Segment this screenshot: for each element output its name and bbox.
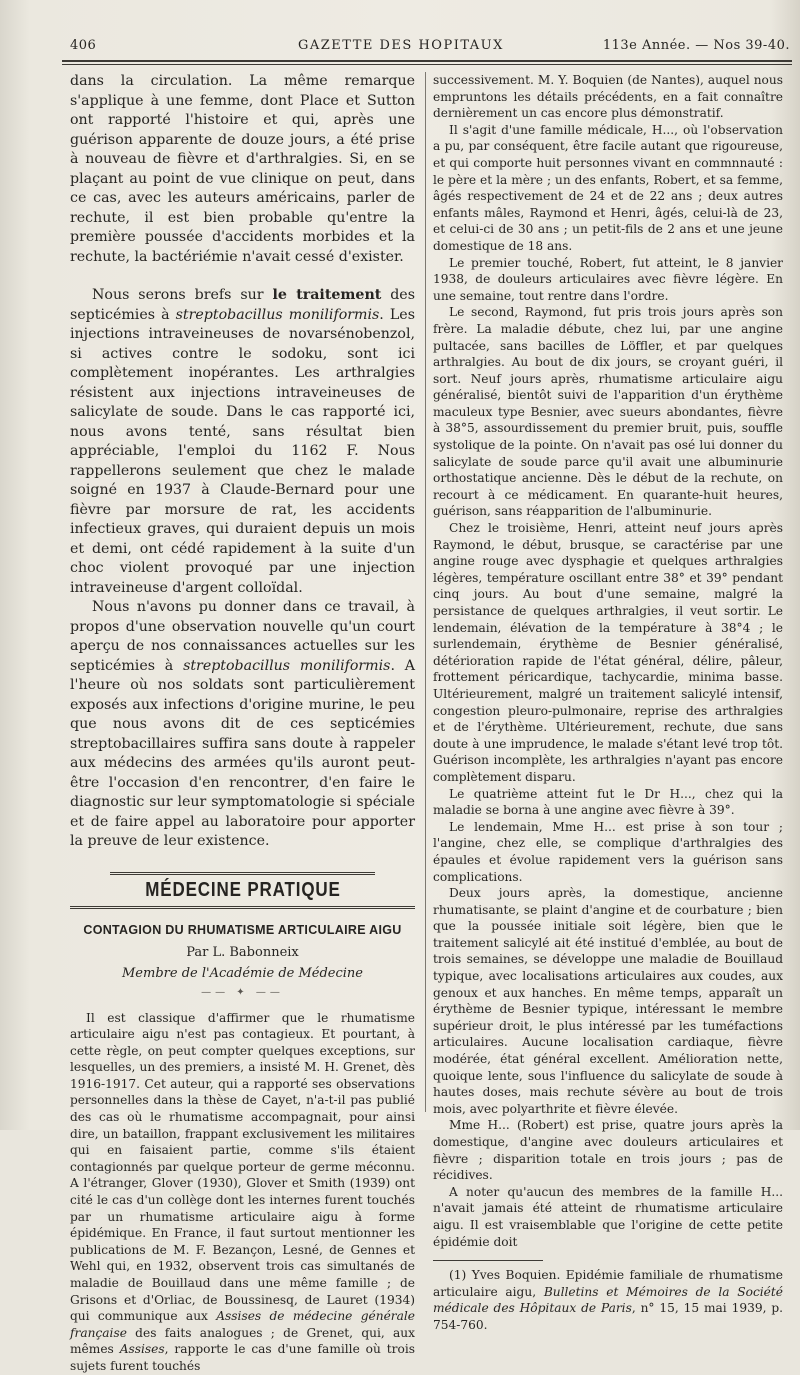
paragraph: Nous serons brefs sur le traitement des septicémies à streptobacillus moniliformis. Les injections intraveineuses de novarsénobenzol, si actives contre le sodoku, sont ici complètement inopérantes. Les arthralgies résistent aux injections intraveineuses de salicylate de soude. Dans le cas rapporté ici, nous avons tenté, sans résultat bien appréciable, l'emploi du 1162 F. Nous rappellerons seulement que chez le malade soigné en 1937 à Claude-Bernard pour une fièvre par morsure de rat, les accidents infectieux graves, qui duraient depuis un mois et demi, ont cédé rapidement à la suite d'un choc violent provoqué par une injection intraveineuse d'argent colloïdal. (70, 287, 415, 596)
paragraph: Deux jours après, la domestique, ancienne rhumatisante, se plaint d'angine et de courbature ; bien que la poussée initiale soit légère, bien que le traitement salicylé ait été institué d'emblée, au bout de trois semaines, se développe une maladie de Bouillaud typique, avec localisations articulaires aux coudes, aux genoux et aux hanches. En même temps, apparaît un érythème de Besnier typique, intéressant le membre supérieur droit, le plus intéressé par les tuméfactions articulaires. Aucune localisation cardiaque, fièvre modérée, état général excellent. Amélioration nette, quoique lente, sous l'influence du salicylate de soude à hautes doses, mais rechute sévère au bout de trois mois, avec polyarthrite et fièvre élevée. (433, 886, 783, 1116)
paragraph: A noter qu'aucun des membres de la famille H... n'avait jamais été atteint de rhumatisme articulaire aigu. Il est vraisemblable que l'origine de cette petite épidémie doit (433, 1184, 783, 1249)
page-number: 406 (70, 38, 97, 53)
byline: Par L. Babonneix (186, 944, 299, 960)
section-title: MÉDECINE PRATIQUE (144, 878, 341, 901)
running-header (70, 34, 790, 58)
column-divider (425, 72, 426, 1112)
section-banner (70, 872, 415, 909)
italic-phrase: streptobacillus moniliformis (183, 657, 391, 674)
right-column (433, 72, 783, 1334)
issue-info: 113e Année. — Nos 39-40. (602, 38, 790, 53)
paragraph: Le second, Raymond, fut pris trois jours après son frère. La maladie débute, chez lui, par une angine pultacée, sans bacilles de Löffler, et par quelques arthralgies. Au bout de dix jours, se croyant guéri, il sort. Neuf jours après, rhumatisme articulaire aigu généralisé, bientôt suivi de l'apparition d'un érythème maculeux type Besnier, avec sueurs abondantes, fièvre à 38°5, assourdissement du premier bruit, puis, souffle systolique de la pointe. On n'avait pas osé lui donner du salicylate de soude parce qu'il avait une albuminurie orthostatique ancienne. Dès le début de la rechute, on recourt à ce médicament. En quarante-huit heures, guérison, sans réapparition de l'albuminurie. (433, 305, 783, 519)
paragraph: successivement. M. Y. Boquien (de Nantes), auquel nous empruntons les détails précédents, en a fait connaître dernièrement un cas encore plus démonstratif. (433, 73, 783, 121)
paragraph: Nous n'avons pu donner dans ce travail, à propos d'une observation nouvelle qu'un court aperçu de nos connaissances actuelles sur les septicémies à streptobacillus moniliformis. A l'heure où nos soldats sont particulièrement exposés aux infections d'origine murine, le peu que nous avons dit de ces septicémies streptobacillaires suffira sans doute à rappeler aux médecins des armées qu'ils auront peut-être l'occasion d'en rencontrer, d'en faire le diagnostic sur leur symptomatologie si spéciale et de faire appel au laboratoire pour apporter la preuve de leur existence. (70, 599, 415, 849)
header-rule-thin (62, 64, 792, 65)
left-column (70, 72, 415, 1375)
affiliation: Membre de l'Académie de Médecine (122, 965, 363, 981)
paragraph: Mme H... (Robert) est prise, quatre jours après la domestique, d'angine avec douleurs articulaires et fièvre ; disparition totale en trois jours ; pas de récidives. (433, 1118, 783, 1183)
footnote: (1) Yves Boquien. Epidémie familiale de rhumatisme articulaire aigu, Bulletins et Mémoires de la Société médicale des Hôpitaux de Paris, n° 15, 15 mai 1939, p. 754-760. (433, 1268, 783, 1332)
italic-phrase: streptobacillus moniliformis (175, 306, 380, 323)
paragraph: Chez le troisième, Henri, atteint neuf jours après Raymond, le début, brusque, se caractérise par une angine rouge avec dysphagie et quelques arthralgies légères, température oscillant entre 38° et 39° pendant cinq jours. Au bout d'une semaine, malgré la persistance de quelques arthralgies, il veut sortir. Le lendemain, élévation de la température à 38°4 ; le surlendemain, érythème de Besnier généralisé, détérioration rapide de l'état général, délire, pâleur, frottement péricardique, tachycardie, minima basse. Ultérieurement, malgré un traitement salicylé intensif, congestion pleuro-pulmonaire, reprise des arthralgies et de l'érythème. Ultérieurement, rechute, due sans doute à une imprudence, le malade s'étant levé trop tôt. Guérison incomplète, les arthralgies n'ayant pas encore complètement disparu. (433, 521, 783, 784)
article-title: CONTAGION DU RHUMATISME ARTICULAIRE AIGU (83, 922, 402, 937)
paragraph: Le quatrième atteint fut le Dr H..., chez qui la maladie se borna à une angine avec fièvre à 39°. (433, 786, 783, 818)
bold-phrase: le traitement (272, 287, 382, 303)
paragraph: Le premier touché, Robert, fut atteint, le 8 janvier 1938, de douleurs articulaires avec fièvre légère. En une semaine, tout rentre dans l'ordre. (433, 255, 783, 303)
paragraph: dans la circulation. La même remarque s'applique à une femme, dont Place et Sutton ont rapporté l'histoire et qui, après une guérison apparente de douze jours, a été prise à nouveau de fièvre et d'arthralgies. Si, en se plaçant au point de vue clinique on peut, dans ce cas, avec les auteurs américains, parler de rechute, il est bien probable qu'entre la première poussée d'accidents morbides et la rechute, la bactériémie n'avait cessé d'exister. (70, 73, 415, 265)
ornament-divider: —— ✦ —— (201, 986, 284, 998)
paragraph: Le lendemain, Mme H... est prise à son tour ; l'angine, chez elle, se complique d'arthralgies des épaules et évolue rapidement vers la guérison sans complications. (433, 819, 783, 884)
journal-title: GAZETTE DES HOPITAUX (298, 38, 504, 53)
header-rule (62, 60, 792, 62)
footnote-rule (433, 1260, 543, 1261)
paragraph: Il s'agit d'une famille médicale, H..., où l'observation a pu, par conséquent, être facile autant que rigoureuse, et qui comporte huit personnes vivant en commnnauté : le père et la mère ; un des enfants, Robert, et sa femme, âgés respectivement de 24 et de 22 ans ; deux autres enfants mâles, Raymond et Henri, âgés, celui-là de 23, et celui-ci de 30 ans ; un petit-fils de 2 ans et une jeune domestique de 18 ans. (433, 122, 783, 253)
paragraph: Il est classique d'affirmer que le rhumatisme articulaire aigu n'est pas contagieux. Et pourtant, à cette règle, on peut compter quelques exceptions, sur lesquelles, un des premiers, a insisté M. H. Grenet, dès 1916-1917. Cet auteur, qui a rapporté ses observations personnelles dans la thèse de Cayet, n'a-t-il pas publié des cas où le rhumatisme accompagnait, pour ainsi dire, un bataillon, frappant exclusivement les militaires qui en faisaient partie, comme s'ils étaient contagionnés par quelque porteur de germe méconnu. A l'étranger, Glover (1930), Glover et Smith (1939) ont cité le cas d'un collège dont les internes furent touchés par un rhumatisme articulaire aigu à forme épidémique. En France, il faut surtout mentionner les publications de M. F. Bezançon, Lesné, de Gennes et Wehl qui, en 1932, observent trois cas simultanés de maladie de Bouillaud dans une même famille ; de Grisons et d'Orliac, de Boussinesq, de Lauret (1934) qui communique aux Assises de médecine générale française des faits analogues ; de Grenet, qui, aux mêmes Assises, rapporte le cas d'une famille où trois sujets furent touchés (70, 1010, 415, 1373)
